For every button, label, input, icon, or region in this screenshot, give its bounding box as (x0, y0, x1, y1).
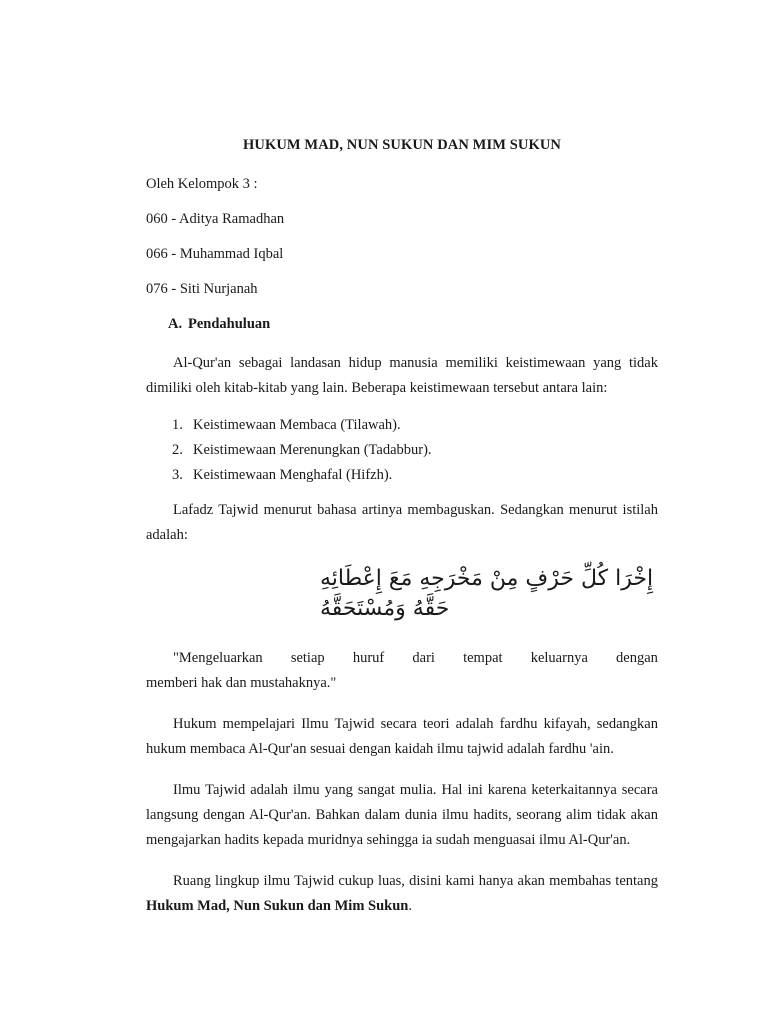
list-number: 3. (172, 467, 183, 483)
document-body (146, 137, 658, 935)
ilmu-tajwid-paragraph: Ilmu Tajwid adalah ilmu yang sangat mulia. Hal ini karena keterkaitannya secara langsung dengan Al-Qur'an. Bahkan dalam dunia ilmu hadits, seorang alim tidak akan mengajarkan hadits kepada muridnya sehingga ia sudah menguasai ilmu Al-Qur'an. (146, 782, 658, 848)
tajwid-definition-paragraph: Lafadz Tajwid menurut bahasa artinya membaguskan. Sedangkan menurut istilah adalah: (146, 502, 658, 543)
section-title: Pendahuluan (188, 316, 271, 332)
list-item (172, 467, 658, 484)
arabic-definition: إِخْرَا كُلِّ حَرْفٍ مِنْ مَخْرَجِهِ مَعَ إِعْطَائِهِ حَقَّهُ وَمُسْتَحَقَّهُ (320, 566, 654, 621)
member-item: 060 - Aditya Ramadhan (146, 211, 285, 227)
scope-bold-text: Hukum Mad, Nun Sukun dan Mim Sukun (146, 898, 409, 914)
document-title: HUKUM MAD, NUN SUKUN DAN MIM SUKUN (243, 137, 561, 153)
quote-word: setiap (290, 650, 325, 666)
quote-word: dengan (616, 650, 658, 666)
list-number: 2. (172, 442, 183, 458)
scope-text: Ruang lingkup ilmu Tajwid cukup luas, disini kami hanya akan membahas tentang (173, 873, 658, 889)
translation-quote (146, 646, 658, 696)
quote-line-2: memberi hak dan mustahaknya." (146, 675, 337, 691)
group-label: Oleh Kelompok 3 : (146, 176, 258, 192)
list-number: 1. (172, 417, 183, 433)
intro-paragraph: Al-Qur'an sebagai landasan hidup manusia memiliki keistimewaan yang tidak dimiliki oleh kitab-kitab yang lain. Beberapa keistimewaan tersebut antara lain: (146, 355, 658, 396)
quote-word: huruf (352, 650, 385, 666)
scope-paragraph (146, 869, 658, 919)
section-heading-pendahuluan (168, 316, 658, 333)
list-item (172, 417, 658, 434)
list-text: Keistimewaan Membaca (Tilawah). (193, 417, 401, 433)
keistimewaan-list (146, 417, 658, 484)
list-text: Keistimewaan Merenungkan (Tadabbur). (193, 442, 432, 458)
scope-end: . (408, 898, 412, 914)
list-item (172, 442, 658, 459)
member-item: 066 - Muhammad Iqbal (146, 246, 284, 262)
list-text: Keistimewaan Menghafal (Hifzh). (193, 467, 393, 483)
quote-word: dari (412, 650, 435, 666)
quote-line-1 (146, 646, 658, 671)
quote-word: tempat (463, 650, 503, 666)
quote-word: "Mengeluarkan (173, 650, 263, 666)
member-item: 076 - Siti Nurjanah (146, 281, 258, 297)
section-number: A. (168, 316, 183, 332)
quote-word: keluarnya (530, 650, 588, 666)
hukum-paragraph: Hukum mempelajari Ilmu Tajwid secara teori adalah fardhu kifayah, sedangkan hukum membaca Al-Qur'an sesuai dengan kaidah ilmu tajwid adalah fardhu 'ain. (146, 716, 658, 757)
